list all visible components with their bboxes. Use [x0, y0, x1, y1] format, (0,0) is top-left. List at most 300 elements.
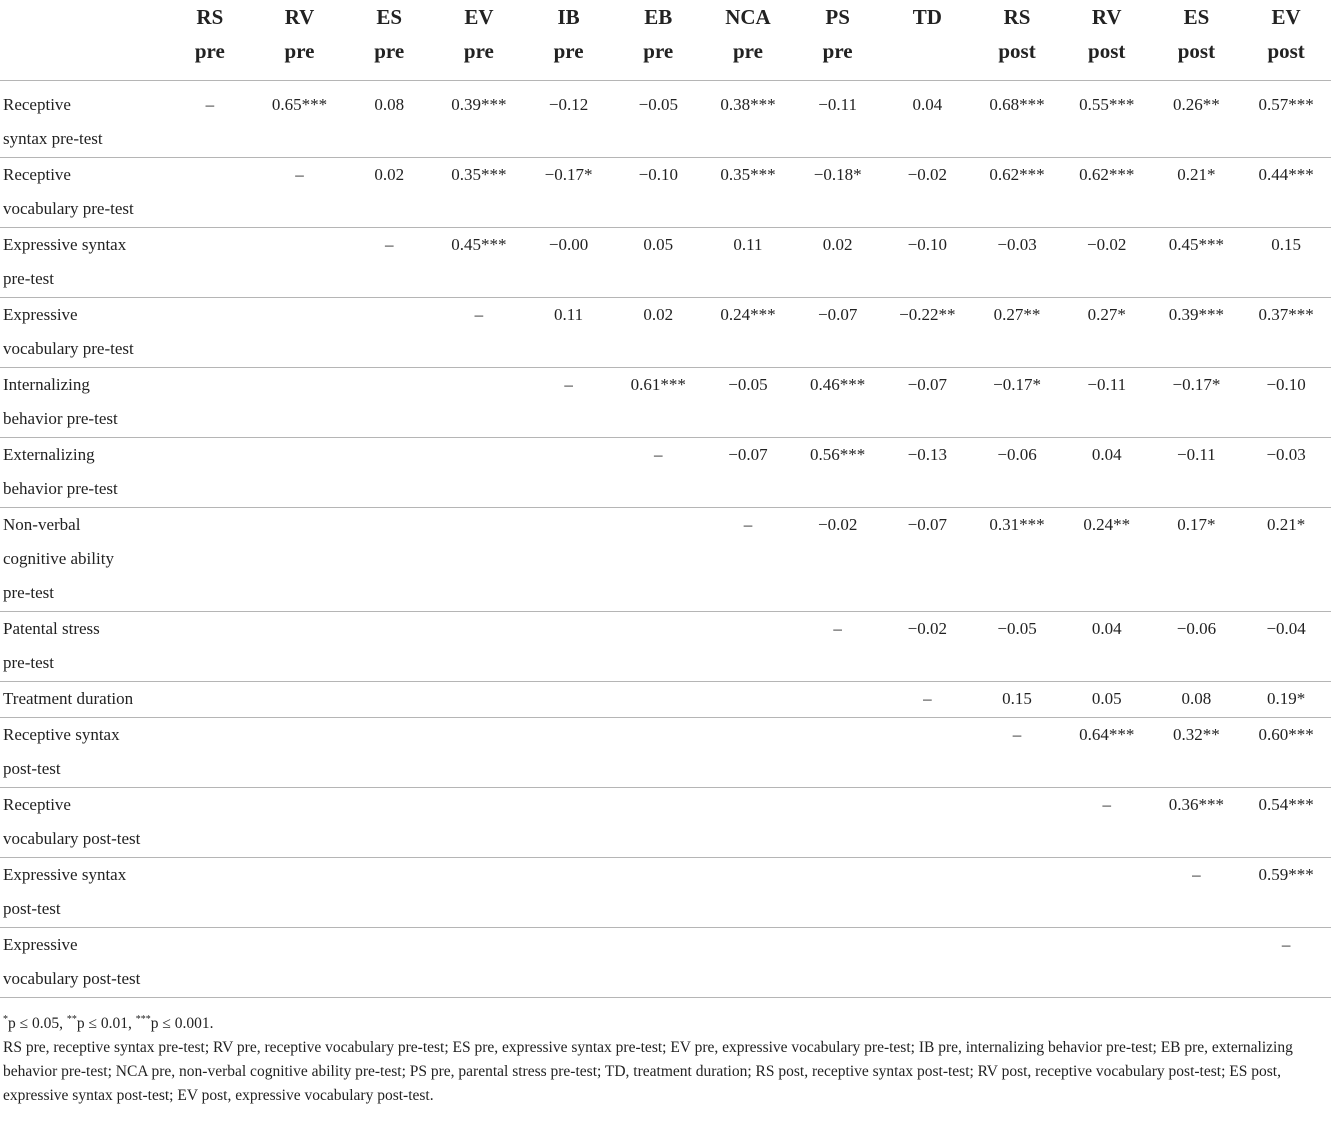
correlation-cell — [703, 298, 793, 368]
correlation-cell — [524, 81, 614, 158]
correlation-cell — [434, 682, 524, 718]
correlation-value: −0.02 — [907, 619, 948, 638]
column-header — [703, 0, 793, 81]
correlation-cell — [1241, 508, 1331, 612]
correlation-value: 0.31*** — [989, 515, 1045, 534]
table-row — [0, 858, 1331, 928]
correlation-cell — [1152, 682, 1242, 718]
correlation-value: 0.36*** — [1168, 795, 1225, 814]
correlation-cell — [972, 788, 1062, 858]
row-label-line: vocabulary pre-test — [3, 199, 134, 218]
correlation-cell — [255, 438, 345, 508]
correlation-value: −0.10 — [907, 235, 948, 254]
correlation-cell — [613, 928, 703, 998]
table-row — [0, 298, 1331, 368]
correlation-cell — [434, 928, 524, 998]
correlation-cell — [524, 438, 614, 508]
table-notes — [0, 998, 1331, 1108]
column-header-line-2: pre — [822, 39, 853, 63]
row-label — [0, 368, 165, 438]
correlation-value: 0.61*** — [630, 375, 686, 394]
correlation-cell — [703, 438, 793, 508]
row-label-line: behavior pre-test — [3, 479, 118, 498]
correlation-cell — [703, 368, 793, 438]
correlation-cell — [613, 508, 703, 612]
correlation-cell — [1152, 612, 1242, 682]
correlation-cell — [1241, 438, 1331, 508]
row-label-line: syntax pre-test — [3, 129, 103, 148]
correlation-cell — [524, 508, 614, 612]
column-header — [255, 0, 345, 81]
correlation-cell — [883, 368, 973, 438]
correlation-cell — [1152, 718, 1242, 788]
correlation-cell — [793, 928, 883, 998]
correlation-value: −0.17* — [544, 165, 593, 184]
correlation-cell — [255, 718, 345, 788]
row-label-line: Receptive — [3, 95, 71, 114]
correlation-cell — [165, 368, 255, 438]
header-corner-cell — [0, 0, 165, 81]
row-label — [0, 788, 165, 858]
correlation-value: −0.10 — [1266, 375, 1306, 394]
correlation-value: 0.60*** — [1258, 725, 1314, 744]
column-header — [524, 0, 614, 81]
table-row — [0, 508, 1331, 612]
correlation-cell — [1062, 718, 1152, 788]
correlation-cell — [165, 718, 255, 788]
correlation-value: – — [1012, 725, 1022, 744]
correlation-value: – — [654, 445, 663, 464]
correlation-cell — [524, 718, 614, 788]
correlation-cell — [524, 158, 614, 228]
correlation-value: 0.04 — [1091, 619, 1122, 638]
column-header-line-1: RV — [1091, 5, 1122, 29]
correlation-cell — [1152, 788, 1242, 858]
correlation-value: 0.21* — [1267, 515, 1306, 534]
row-label-line: vocabulary post-test — [3, 969, 141, 988]
correlation-cell — [703, 682, 793, 718]
correlation-value: −0.07 — [907, 515, 948, 534]
correlation-value: 0.65*** — [271, 95, 328, 114]
column-header-line-2: pre — [732, 39, 763, 63]
correlation-value: −0.06 — [997, 445, 1037, 464]
correlation-cell — [613, 682, 703, 718]
correlation-cell — [703, 718, 793, 788]
correlation-cell — [524, 682, 614, 718]
correlation-cell — [793, 788, 883, 858]
row-label-line: Receptive — [3, 795, 71, 814]
correlation-cell — [524, 298, 614, 368]
correlation-value: −0.02 — [817, 515, 858, 534]
correlation-cell — [1062, 368, 1152, 438]
table-row — [0, 718, 1331, 788]
correlation-cell — [1241, 158, 1331, 228]
correlation-cell — [793, 368, 883, 438]
row-label-line: post-test — [3, 899, 61, 918]
correlation-cell — [344, 612, 434, 682]
correlation-cell — [434, 158, 524, 228]
correlation-cell — [1241, 612, 1331, 682]
correlation-cell — [972, 438, 1062, 508]
correlation-value: 0.45*** — [451, 235, 507, 254]
correlation-cell — [344, 788, 434, 858]
correlation-cell — [793, 718, 883, 788]
correlation-cell — [524, 228, 614, 298]
correlation-cell — [883, 928, 973, 998]
correlation-cell — [344, 858, 434, 928]
correlation-value: – — [474, 305, 484, 324]
row-label — [0, 508, 165, 612]
correlation-value: 0.38*** — [720, 95, 776, 114]
correlation-cell — [793, 81, 883, 158]
correlation-cell — [165, 228, 255, 298]
correlation-value: 0.08 — [374, 95, 405, 114]
column-header-line-1: EB — [644, 5, 673, 29]
row-label-line: Expressive — [3, 935, 78, 954]
correlation-value: – — [1281, 935, 1291, 954]
correlation-cell — [703, 81, 793, 158]
correlation-cell — [793, 298, 883, 368]
correlation-cell — [703, 928, 793, 998]
correlation-cell — [1062, 788, 1152, 858]
row-label-line: Receptive syntax — [3, 725, 120, 744]
column-header-line-2: pre — [553, 39, 584, 63]
correlation-cell — [165, 158, 255, 228]
correlation-cell — [613, 718, 703, 788]
column-header-line-1: EV — [1271, 5, 1301, 29]
correlation-cell — [1152, 438, 1242, 508]
correlation-value: −0.22** — [899, 305, 956, 324]
correlation-cell — [1062, 158, 1152, 228]
correlation-cell — [883, 612, 973, 682]
row-label-line: cognitive ability — [3, 549, 114, 568]
correlation-value: 0.44*** — [1258, 165, 1314, 184]
correlation-cell — [613, 438, 703, 508]
column-header-line-1: TD — [912, 5, 942, 29]
correlation-cell — [703, 158, 793, 228]
correlation-cell — [883, 158, 973, 228]
correlation-cell — [524, 788, 614, 858]
correlation-cell — [1152, 508, 1242, 612]
correlation-value: 0.57*** — [1258, 95, 1314, 114]
correlation-cell — [703, 228, 793, 298]
correlation-cell — [883, 718, 973, 788]
column-header-line-1: RV — [284, 5, 315, 29]
row-label-line: Externalizing — [3, 445, 95, 464]
correlation-cell — [255, 612, 345, 682]
correlation-cell — [255, 682, 345, 718]
correlation-cell — [613, 858, 703, 928]
correlation-cell — [524, 928, 614, 998]
row-label-line: pre-test — [3, 269, 54, 288]
correlation-cell — [793, 508, 883, 612]
correlation-cell — [255, 81, 345, 158]
correlation-cell — [165, 298, 255, 368]
column-header-line-1: EV — [464, 5, 494, 29]
column-header — [613, 0, 703, 81]
correlation-value: 0.11 — [554, 305, 584, 324]
column-header — [883, 0, 973, 81]
table-row — [0, 368, 1331, 438]
correlation-value: −0.11 — [818, 95, 858, 114]
correlation-cell — [434, 612, 524, 682]
correlation-value: 0.15 — [1002, 689, 1032, 708]
column-header — [1241, 0, 1331, 81]
correlation-value: 0.05 — [643, 235, 674, 254]
correlation-value: – — [923, 689, 932, 708]
correlation-cell — [883, 228, 973, 298]
correlation-cell — [1062, 858, 1152, 928]
correlation-cell — [1241, 928, 1331, 998]
correlation-cell — [1062, 228, 1152, 298]
correlation-value: 0.68*** — [989, 95, 1045, 114]
correlation-cell — [972, 858, 1062, 928]
correlation-cell — [165, 928, 255, 998]
correlation-value: −0.17* — [993, 375, 1041, 394]
correlation-cell — [972, 298, 1062, 368]
column-header-line-2: pre — [463, 39, 494, 63]
correlation-value: 0.21* — [1177, 165, 1216, 184]
correlation-cell — [255, 368, 345, 438]
correlation-cell — [883, 81, 973, 158]
correlation-cell — [793, 438, 883, 508]
abbreviations-note: RS pre, receptive syntax pre-test; RV pre, receptive vocabulary pre-test; ES pre, expressive syntax pre-test; EV pre, expressive vocabulary pre-test; IB pre, internalizing behavior pre-test; EB pre, externalizing behavior pre-test; NCA pre, non-verbal cognitive ability pre-test; PS pre, parental stress pre-test; TD, treatment duration; RS post, receptive syntax post-test; RV post, receptive vocabulary post-test; ES post, expressive syntax post-test; EV post, expressive vocabulary post-test. — [3, 1039, 1293, 1105]
correlation-cell — [972, 682, 1062, 718]
correlation-cell — [1241, 718, 1331, 788]
column-header-line-1: NCA — [725, 5, 771, 29]
correlation-value: −0.03 — [1266, 445, 1306, 464]
correlation-cell — [255, 298, 345, 368]
column-header — [165, 0, 255, 81]
row-label-line: pre-test — [3, 583, 54, 602]
correlation-cell — [165, 81, 255, 158]
correlation-value: −0.04 — [1266, 619, 1306, 638]
correlation-value: −0.05 — [997, 619, 1037, 638]
correlation-cell — [703, 858, 793, 928]
correlation-cell — [1062, 682, 1152, 718]
correlation-cell — [883, 788, 973, 858]
row-label-line: Receptive — [3, 165, 71, 184]
correlation-cell — [793, 858, 883, 928]
correlation-value: −0.13 — [907, 445, 948, 464]
row-label — [0, 298, 165, 368]
correlation-cell — [165, 788, 255, 858]
correlation-cell — [434, 858, 524, 928]
correlation-value: – — [743, 515, 753, 534]
correlation-value: 0.27** — [993, 305, 1041, 324]
correlation-value: −0.02 — [1087, 235, 1127, 254]
correlation-cell — [793, 682, 883, 718]
row-label-line: Expressive — [3, 305, 78, 324]
correlation-cell — [344, 682, 434, 718]
correlation-cell — [703, 788, 793, 858]
correlation-cell — [344, 81, 434, 158]
correlation-cell — [1062, 928, 1152, 998]
column-header — [434, 0, 524, 81]
correlation-cell — [883, 508, 973, 612]
correlation-cell — [344, 928, 434, 998]
correlation-cell — [1062, 81, 1152, 158]
correlation-value: 0.04 — [1091, 445, 1122, 464]
correlation-cell — [793, 228, 883, 298]
column-header-line-2: post — [1177, 39, 1216, 63]
correlation-cell — [1152, 228, 1242, 298]
column-header-line-2: post — [998, 39, 1036, 63]
correlation-cell — [1241, 228, 1331, 298]
correlation-value: −0.00 — [548, 235, 589, 254]
correlation-value: 0.39*** — [451, 95, 507, 114]
correlation-cell — [524, 858, 614, 928]
correlation-cell — [1152, 81, 1242, 158]
correlation-cell — [434, 788, 524, 858]
column-header-line-2: pre — [284, 39, 315, 63]
table-row — [0, 158, 1331, 228]
correlation-cell — [255, 928, 345, 998]
correlation-cell — [344, 228, 434, 298]
column-header-line-2: pre — [194, 39, 225, 63]
correlation-cell — [255, 788, 345, 858]
correlation-cell — [613, 158, 703, 228]
column-header-line-1: RS — [196, 5, 224, 29]
correlation-value: – — [1102, 795, 1111, 814]
correlation-value: 0.54*** — [1258, 795, 1314, 814]
column-header-line-1: RS — [1003, 5, 1031, 29]
correlation-cell — [344, 368, 434, 438]
row-label-line: post-test — [3, 759, 61, 778]
row-label-line: Expressive syntax — [3, 865, 127, 884]
column-header-line-1: PS — [825, 5, 850, 29]
correlation-cell — [613, 788, 703, 858]
correlation-cell — [255, 158, 345, 228]
correlation-cell — [972, 928, 1062, 998]
row-label-line: Expressive syntax — [3, 235, 127, 254]
correlation-cell — [165, 438, 255, 508]
correlation-cell — [434, 298, 524, 368]
table-header-row — [0, 0, 1331, 81]
correlation-cell — [1241, 682, 1331, 718]
correlation-cell — [883, 438, 973, 508]
correlation-cell — [972, 368, 1062, 438]
table-row — [0, 928, 1331, 998]
column-header-line-2: post — [1267, 39, 1305, 63]
correlation-cell — [883, 682, 973, 718]
correlation-cell — [1241, 368, 1331, 438]
column-header-line-1: ES — [1183, 5, 1210, 29]
correlation-value: 0.46*** — [810, 375, 866, 394]
correlation-value: 0.26** — [1173, 95, 1220, 114]
row-label — [0, 158, 165, 228]
correlation-value: −0.12 — [548, 95, 589, 114]
correlation-cell — [613, 612, 703, 682]
correlation-cell — [972, 228, 1062, 298]
correlation-cell — [255, 858, 345, 928]
table-row — [0, 682, 1331, 718]
correlation-cell — [255, 508, 345, 612]
row-label — [0, 438, 165, 508]
row-label — [0, 718, 165, 788]
correlation-value: 0.04 — [912, 95, 943, 114]
correlation-cell — [1062, 612, 1152, 682]
table-row — [0, 788, 1331, 858]
correlation-cell — [1062, 298, 1152, 368]
correlation-value: −0.05 — [638, 95, 678, 114]
row-label — [0, 682, 165, 718]
correlation-value: −0.17* — [1172, 375, 1221, 394]
correlation-value: 0.39*** — [1168, 305, 1225, 324]
table-row — [0, 228, 1331, 298]
correlation-cell — [613, 81, 703, 158]
correlation-cell — [434, 508, 524, 612]
column-header-line-2: post — [1088, 39, 1126, 63]
correlation-cell — [793, 158, 883, 228]
correlation-value: −0.11 — [1087, 375, 1127, 394]
correlation-value: 0.02 — [374, 165, 405, 184]
row-label-line: pre-test — [3, 653, 54, 672]
correlation-value: 0.32** — [1173, 725, 1220, 744]
correlation-value: −0.03 — [997, 235, 1037, 254]
correlation-value: 0.62*** — [989, 165, 1045, 184]
correlation-cell — [1152, 928, 1242, 998]
row-label-line: Patental stress — [3, 619, 100, 638]
correlation-value: 0.24** — [1083, 515, 1131, 534]
table-row — [0, 438, 1331, 508]
correlation-cell — [972, 612, 1062, 682]
row-label — [0, 612, 165, 682]
correlation-value: – — [833, 619, 842, 638]
correlation-cell — [1152, 858, 1242, 928]
correlation-cell — [1152, 368, 1242, 438]
row-label — [0, 858, 165, 928]
table-row — [0, 612, 1331, 682]
table-row — [0, 81, 1331, 158]
correlation-cell — [972, 158, 1062, 228]
row-label-line: Treatment duration — [3, 689, 134, 708]
column-header — [344, 0, 434, 81]
correlation-value: 0.19* — [1267, 689, 1306, 708]
correlation-value: −0.07 — [817, 305, 858, 324]
column-header-line-1: IB — [557, 5, 580, 29]
correlation-cell — [1062, 508, 1152, 612]
correlation-value: −0.10 — [638, 165, 678, 184]
correlation-value: −0.07 — [907, 375, 948, 394]
row-label — [0, 928, 165, 998]
column-header-line-2: pre — [374, 39, 405, 63]
correlation-cell — [165, 508, 255, 612]
correlation-value: −0.11 — [1177, 445, 1216, 464]
correlation-cell — [1241, 788, 1331, 858]
correlation-cell — [524, 368, 614, 438]
correlation-value: 0.24*** — [720, 305, 776, 324]
correlation-value: 0.59*** — [1258, 865, 1314, 884]
correlation-value: −0.07 — [728, 445, 768, 464]
correlation-cell — [1152, 158, 1242, 228]
correlation-value: 0.05 — [1091, 689, 1122, 708]
correlation-cell — [1241, 858, 1331, 928]
correlation-cell — [883, 858, 973, 928]
column-header — [972, 0, 1062, 81]
column-header-line-1: ES — [376, 5, 403, 29]
correlation-value: – — [384, 235, 394, 254]
correlation-cell — [255, 228, 345, 298]
correlation-cell — [1152, 298, 1242, 368]
row-label — [0, 81, 165, 158]
row-label-line: behavior pre-test — [3, 409, 118, 428]
correlation-value: 0.35*** — [720, 165, 776, 184]
row-label-line: Non-verbal — [3, 515, 81, 534]
correlation-cell — [344, 718, 434, 788]
correlation-value: 0.02 — [643, 305, 674, 324]
correlation-cell — [703, 612, 793, 682]
